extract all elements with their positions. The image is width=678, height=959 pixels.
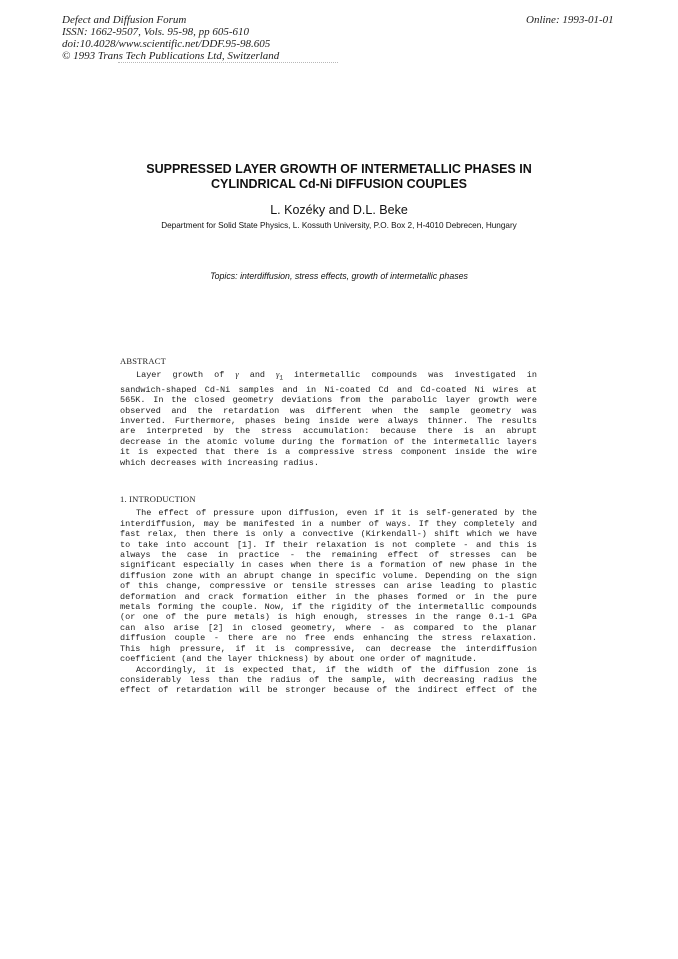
issn-line: ISSN: 1662-9507, Vols. 95-98, pp 605-610 [62,26,249,38]
gamma1-symbol: γ [276,369,280,380]
intro-line: can also arise [2] in closed geometry, where - as compared to the planar [120,622,537,633]
intro-line: metals forming the couple. Now, if the rigidity of the intermetallic compounds [120,602,537,613]
intro-line: diffusion zone with an abrupt change in specific volume. Depending on the sign [120,570,537,581]
intro-line: diffusion couple - there are no free ends enhancing the stress relaxation. [120,633,537,644]
intro-line: (or one of the pure metals) is high enough, stresses in the range 0.1-1 GPa [120,612,537,623]
title-line-1: SUPPRESSED LAYER GROWTH OF INTERMETALLIC PHASES IN [146,162,532,176]
abstract-line: are interpreted by the stress accumulation: because there is an abrupt [120,426,537,437]
intro-line: to take into account [1]. If their relaxation is not complete - and this is [120,539,537,550]
online-date: Online: 1993-01-01 [526,14,614,26]
abstract-line: sandwich-shaped Cd-Ni samples and in Ni-coated Cd and Cd-coated Ni wires at [120,384,537,395]
paper-title [96,162,582,192]
intro-line: fast relax, then there is only a convective (Kirkendall-) shift which we have [120,529,537,540]
doi-link[interactable]: doi:10.4028/www.scientific.net/DDF.95-98.605 [62,38,271,50]
abstract-line: it is expected that there is a compressive stress component inside the wire [120,447,537,458]
introduction-section [120,494,537,696]
abstract-line: decrease in the atomic volume during the formation of the intermetallic layers [120,436,537,447]
intro-line: Accordingly, it is expected that, if the width of the diffusion zone is [136,664,537,675]
gamma-symbol: γ [235,369,239,380]
paper-topics: Topics: interdiffusion, stress effects, growth of intermetallic phases [210,271,468,281]
abstract-line: inverted. Furthermore, phases being inside were always thinner. The results [120,416,537,427]
intro-line: This high pressure, if it is compressive, can decrease the interdiffusion [120,643,537,654]
intro-line: considerably less than the radius of the sample, with decreasing radius the [120,674,537,685]
intro-line: always the case in practice - the remaining effect of stresses can be [120,550,537,561]
intro-line: deformation and crack formation either in the phases formed or in the pure [120,591,537,602]
introduction-heading: 1. INTRODUCTION [120,494,196,504]
intro-line: coefficient (and the layer thickness) by about one order of magnitude. [120,654,478,665]
abstract-heading: ABSTRACT [120,356,166,366]
intro-line: of this change, compressive or tensile stresses can arise leading to plastic [120,581,537,592]
introduction-body [120,508,537,695]
paper-authors: L. Kozéky and D.L. Beke [270,203,408,217]
title-line-2: CYLINDRICAL Cd-Ni DIFFUSION COUPLES [210,177,468,191]
abstract-line: observed and the retardation was different when the sample geometry was [120,405,537,416]
journal-name: Defect and Diffusion Forum [62,14,187,26]
abstract-section [120,356,537,468]
abstract-body [120,385,537,468]
intro-line: significant especially in cases when there is a formation of new phase in the [120,560,537,571]
abstract-line: 565K. In the closed geometry deviations from the parabolic layer growth were [120,395,537,406]
scan-artifact-divider [118,62,338,65]
intro-line: effect of retardation will be stronger because of the indirect effect of the [120,685,537,696]
author-affiliation: Department for Solid State Physics, L. Kossuth University, P.O. Box 2, H-4010 Debrecen, Hungary [161,221,517,230]
intro-line: interdiffusion, may be manifested in a number of ways. If they completely and [120,518,537,529]
abstract-line: which decreases with increasing radius. [120,457,319,468]
intro-line: The effect of pressure upon diffusion, even if it is self-generated by the [136,508,537,519]
copyright-line: © 1993 Trans Tech Publications Ltd, Switzerland [62,50,280,62]
abstract-line: Layer growth of γ and $\gamma_1$ intermetallic compounds was investigated in [136,369,537,383]
